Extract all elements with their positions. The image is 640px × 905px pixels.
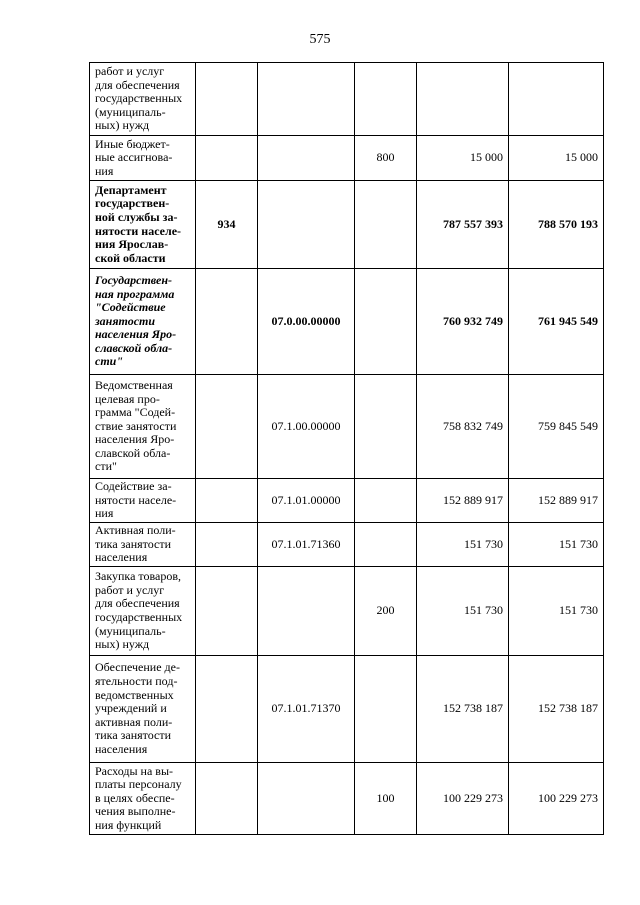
item-name-line: населения [95, 741, 148, 756]
department-code-cell [196, 269, 258, 375]
item-name-line: ской области [95, 250, 166, 265]
item-name-cell [90, 763, 196, 835]
expense-type-cell [355, 181, 417, 269]
expense-type-cell [355, 63, 417, 136]
budget-table [89, 62, 604, 835]
amount-year2-cell: 151 730 [509, 567, 604, 656]
expense-type-cell: 800 [355, 136, 417, 181]
item-name-line: Департамент [95, 182, 167, 197]
item-name-cell [90, 375, 196, 479]
item-name-line: грамма "Содей- [95, 405, 176, 420]
item-name-line: государствен- [95, 196, 170, 211]
amount-year2-cell: 152 738 187 [509, 656, 604, 763]
item-name-line: Активная поли- [95, 523, 176, 538]
amount-year2-cell [509, 63, 604, 136]
item-name-line: (муниципаль- [95, 623, 166, 638]
item-name-line: Обеспечение де- [95, 660, 180, 675]
item-name-cell [90, 181, 196, 269]
expense-type-cell [355, 375, 417, 479]
table-row [90, 479, 604, 523]
item-name-line: в целях обеспе- [95, 790, 175, 805]
amount-year1-cell [417, 63, 509, 136]
amount-year2-cell: 151 730 [509, 523, 604, 567]
item-name-line: занятости [95, 313, 156, 328]
expense-type-cell [355, 479, 417, 523]
department-code-cell [196, 567, 258, 656]
item-name-line: населения Яро- [95, 327, 177, 342]
table-row [90, 181, 604, 269]
target-article-cell [258, 567, 355, 656]
item-name-line: тика занятости [95, 536, 172, 551]
amount-year2-cell: 761 945 549 [509, 269, 604, 375]
amount-year1-cell: 152 738 187 [417, 656, 509, 763]
item-name-line: тика занятости [95, 728, 172, 743]
item-name-line: платы персоналу [95, 777, 182, 792]
budget-table-body [90, 63, 604, 835]
item-name-line: ных) нужд [95, 637, 150, 652]
amount-year2-cell: 152 889 917 [509, 479, 604, 523]
amount-year2-cell: 788 570 193 [509, 181, 604, 269]
target-article-cell [258, 136, 355, 181]
item-name-line: работ и услуг [95, 582, 165, 597]
item-name-line: государственных [95, 610, 183, 624]
table-row [90, 269, 604, 375]
department-code-cell [196, 63, 258, 136]
item-name-line: целевая про- [95, 391, 160, 406]
amount-year1-cell: 787 557 393 [417, 181, 509, 269]
item-name-cell [90, 479, 196, 523]
expense-type-cell: 200 [355, 567, 417, 656]
item-name-line: ния [95, 506, 114, 521]
target-article-cell [258, 63, 355, 136]
item-name-line: ная программа [95, 286, 175, 301]
table-row [90, 136, 604, 181]
item-name-line: сти" [95, 354, 123, 369]
target-article-cell: 07.1.01.00000 [258, 479, 355, 523]
amount-year2-cell: 15 000 [509, 136, 604, 181]
item-name-line: населения [95, 550, 148, 565]
target-article-cell: 07.1.01.71360 [258, 523, 355, 567]
target-article-cell [258, 763, 355, 835]
item-name-line: государственных [95, 91, 183, 106]
page-number: 575 [309, 32, 331, 47]
item-name-line: нятости населе- [95, 492, 177, 507]
item-name-cell [90, 136, 196, 181]
target-article-cell: 07.1.01.71370 [258, 656, 355, 763]
department-code-cell [196, 136, 258, 181]
item-name-line: ния [95, 163, 114, 178]
table-row [90, 656, 604, 763]
item-name-line: славской обла- [95, 445, 171, 460]
item-name-line: учреждений и [95, 701, 167, 716]
item-name-line: Закупка товаров, [95, 569, 181, 584]
item-name-line: сти" [95, 459, 117, 474]
amount-year2-cell: 759 845 549 [509, 375, 604, 479]
table-row [90, 523, 604, 567]
item-name-line: (муниципаль- [95, 104, 166, 119]
amount-year1-cell: 151 730 [417, 523, 509, 567]
department-code-cell: 934 [196, 181, 258, 269]
target-article-cell: 07.1.00.00000 [258, 375, 355, 479]
item-name-cell [90, 63, 196, 136]
department-code-cell [196, 375, 258, 479]
expense-type-cell [355, 656, 417, 763]
department-code-cell [196, 656, 258, 763]
table-row [90, 375, 604, 479]
table-row [90, 63, 604, 136]
expense-type-cell [355, 523, 417, 567]
item-name-line: чения выполне- [95, 804, 176, 819]
target-article-cell: 07.0.00.00000 [258, 269, 355, 375]
item-name-line: для обеспечения [95, 596, 180, 611]
item-name-line: ствие занятости [95, 418, 177, 433]
item-name-line: для обеспечения [95, 77, 180, 92]
item-name-line: работ и услуг [95, 64, 165, 79]
item-name-line: ных) нужд [95, 118, 150, 133]
item-name-cell [90, 269, 196, 375]
item-name-line: ной службы за- [95, 209, 178, 224]
target-article-cell [258, 181, 355, 269]
amount-year1-cell: 760 932 749 [417, 269, 509, 375]
amount-year1-cell: 15 000 [417, 136, 509, 181]
item-name-line: нятости населе- [95, 223, 182, 238]
expense-type-cell [355, 269, 417, 375]
department-code-cell [196, 763, 258, 835]
table-row [90, 763, 604, 835]
item-name-line: Расходы на вы- [95, 763, 174, 778]
item-name-line: "Содействие [95, 300, 166, 315]
amount-year1-cell: 100 229 273 [417, 763, 509, 835]
item-name-line: ведомственных [95, 687, 174, 702]
item-name-line: ятельности под- [95, 674, 178, 689]
item-name-line: ния Ярослав- [95, 237, 169, 252]
item-name-line: ные ассигнова- [95, 150, 173, 165]
item-name-line: ния функций [95, 817, 162, 832]
expense-type-cell: 100 [355, 763, 417, 835]
amount-year1-cell: 152 889 917 [417, 479, 509, 523]
item-name-cell [90, 656, 196, 763]
item-name-line: славской обла- [95, 340, 173, 355]
item-name-cell [90, 567, 196, 656]
table-row [90, 567, 604, 656]
department-code-cell [196, 523, 258, 567]
item-name-line: активная поли- [95, 714, 173, 729]
item-name-line: Иные бюджет- [95, 136, 170, 151]
amount-year1-cell: 758 832 749 [417, 375, 509, 479]
item-name-line: населения Яро- [95, 432, 175, 447]
department-code-cell [196, 479, 258, 523]
item-name-cell [90, 523, 196, 567]
amount-year2-cell: 100 229 273 [509, 763, 604, 835]
amount-year1-cell: 151 730 [417, 567, 509, 656]
item-name-line: Содействие за- [95, 479, 172, 494]
item-name-line: Государствен- [95, 272, 172, 287]
item-name-line: Ведомственная [95, 377, 173, 392]
